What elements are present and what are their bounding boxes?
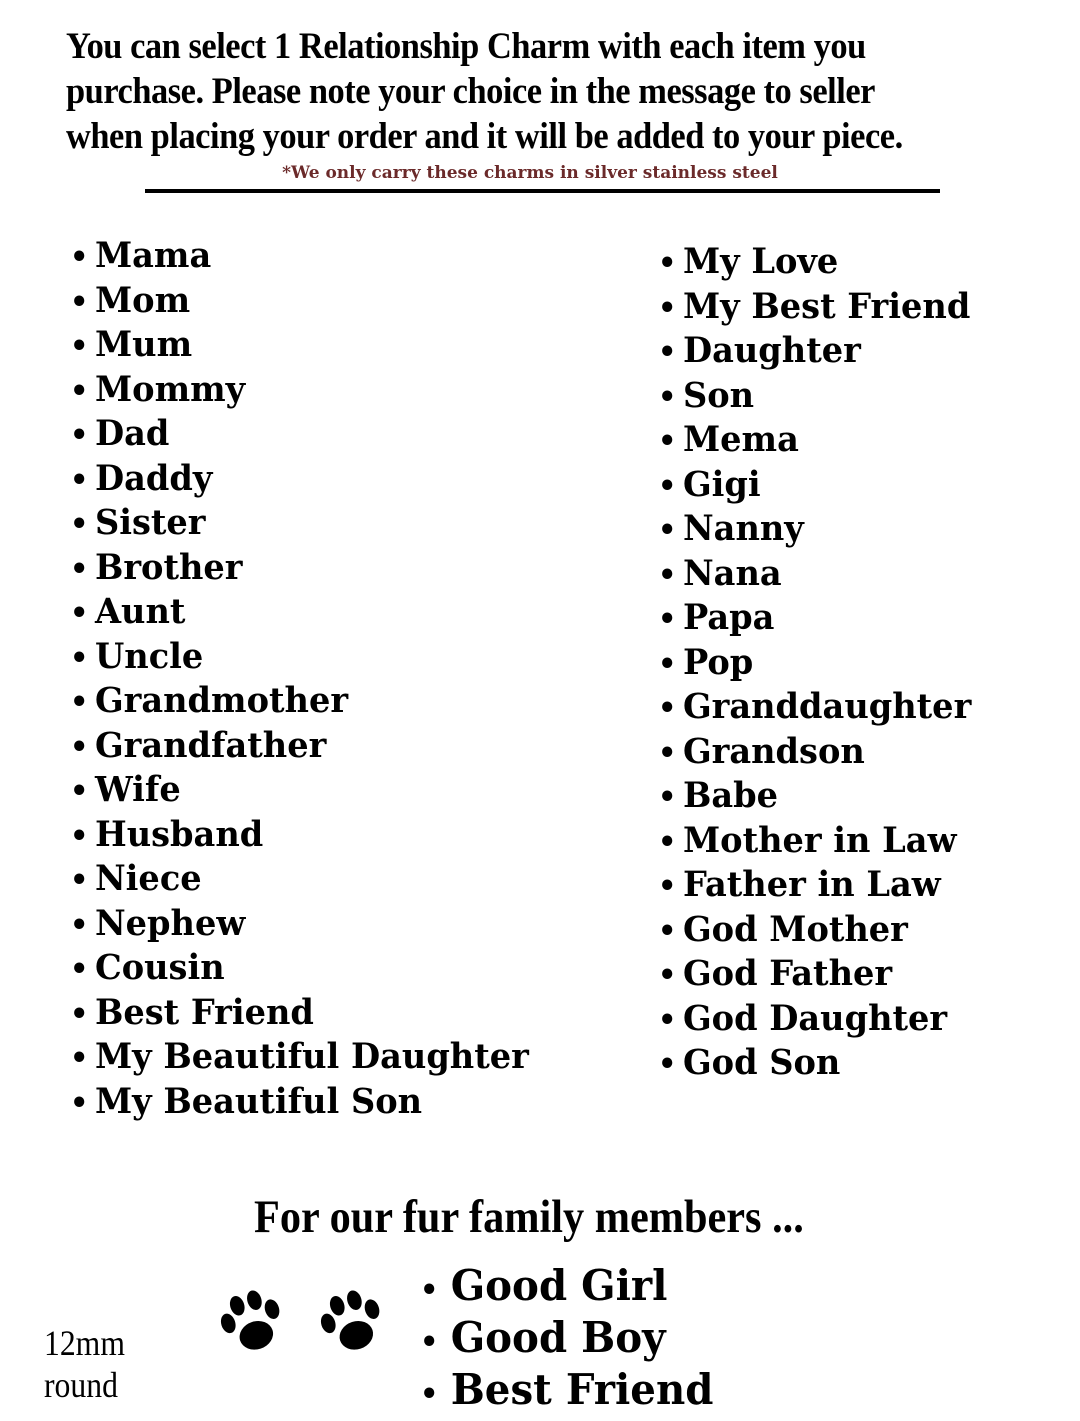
charm-label: Aunt <box>94 591 186 632</box>
charm-item <box>658 507 971 552</box>
charm-item <box>70 857 529 902</box>
bullet: • <box>658 780 677 815</box>
bullet: • <box>658 557 677 593</box>
charm-item <box>70 1035 529 1080</box>
bullet: • <box>658 290 677 326</box>
charm-item <box>658 285 971 330</box>
charm-label: God Daughter <box>682 997 948 1039</box>
bullet: • <box>658 246 677 281</box>
charm-item <box>658 863 971 908</box>
bullet: • <box>658 913 677 949</box>
bullet: • <box>658 424 677 459</box>
charm-label: Wife <box>94 769 181 810</box>
intro-line: purchase. Please note your choice in the message to seller <box>66 71 875 112</box>
charm-item <box>658 552 971 597</box>
charm-label: Daughter <box>682 330 861 371</box>
bullet: • <box>420 1273 439 1308</box>
divider <box>145 189 940 193</box>
charm-label: Mother in Law <box>682 819 957 861</box>
charm-label: My Love <box>682 241 839 282</box>
charm-label: Niece <box>94 858 202 899</box>
charm-label: Babe <box>682 775 779 816</box>
charm-item <box>658 730 971 775</box>
charm-size <box>44 1322 125 1406</box>
charm-label: My Beautiful Daughter <box>94 1036 529 1077</box>
charm-item <box>658 641 971 686</box>
material-note: *We only carry these charms in silver stainless steel <box>282 163 778 183</box>
intro-text <box>66 24 996 159</box>
intro-line: You can select 1 Relationship Charm with each item you <box>66 26 866 67</box>
bullet: • <box>70 240 89 275</box>
charm-item <box>658 908 971 953</box>
charm-label: Best Friend <box>94 991 314 1033</box>
charm-item <box>658 596 971 641</box>
charm-label: Daddy <box>94 457 213 499</box>
bullet: • <box>70 774 89 809</box>
charm-label: Cousin <box>94 947 225 988</box>
charm-label: Husband <box>94 813 264 855</box>
bullet: • <box>658 1002 677 1038</box>
charm-label: Son <box>682 374 755 416</box>
charm-item <box>70 813 529 858</box>
bullet: • <box>70 729 89 765</box>
charm-item <box>70 679 529 724</box>
charm-label: Mama <box>94 235 212 276</box>
bullet: • <box>658 335 677 370</box>
bullet: • <box>70 373 89 409</box>
charm-label: Mommy <box>94 368 246 410</box>
charm-label: Mema <box>682 419 799 460</box>
charm-label: Nephew <box>94 902 246 944</box>
charm-label: Grandfather <box>94 724 327 766</box>
bullet: • <box>70 907 89 943</box>
bullet: • <box>420 1377 439 1412</box>
charm-label: Good Boy <box>450 1313 666 1362</box>
charm-label: Gigi <box>682 463 761 505</box>
intro-line: when placing your order and it will be added to your piece. <box>66 116 903 157</box>
charm-item <box>70 590 529 635</box>
bullet: • <box>70 507 89 542</box>
charm-item <box>70 368 529 413</box>
charm-item <box>658 774 971 819</box>
bullet: • <box>658 646 677 682</box>
charm-item <box>420 1364 713 1416</box>
charm-item <box>70 546 529 591</box>
bullet: • <box>658 379 677 415</box>
bullet: • <box>70 596 89 631</box>
charm-label: God Son <box>682 1042 841 1083</box>
bullet: • <box>70 952 89 987</box>
charm-label: Best Friend <box>450 1365 714 1414</box>
bullet: • <box>658 468 677 504</box>
charm-label: Brother <box>94 546 243 588</box>
charm-label: Good Girl <box>450 1261 668 1310</box>
charm-item <box>70 1080 529 1125</box>
bullet: • <box>70 418 89 453</box>
paw-print-icon <box>212 1282 292 1362</box>
charm-item <box>658 329 971 374</box>
charm-item <box>658 952 971 997</box>
bullet: • <box>70 1085 89 1121</box>
bullet: • <box>70 551 89 587</box>
bullet: • <box>658 691 677 726</box>
charm-item <box>658 819 971 864</box>
charm-item <box>658 240 971 285</box>
bullet: • <box>420 1325 439 1360</box>
bullet: • <box>70 1041 89 1076</box>
charm-label: Sister <box>94 502 206 543</box>
bullet: • <box>658 513 677 548</box>
charm-item <box>658 463 971 508</box>
charm-label: God Father <box>682 953 893 994</box>
charm-item <box>70 991 529 1036</box>
size-value: 12mm <box>44 1323 125 1363</box>
charm-item <box>658 997 971 1042</box>
bullet: • <box>658 958 677 993</box>
bullet: • <box>70 685 89 720</box>
charm-label: Uncle <box>94 635 204 677</box>
bullet: • <box>70 640 89 676</box>
charm-item <box>70 946 529 991</box>
size-shape: round <box>44 1365 118 1405</box>
bullet: • <box>658 1047 677 1082</box>
bullet: • <box>70 863 89 898</box>
charm-item <box>658 418 971 463</box>
charm-item <box>70 501 529 546</box>
bullet: • <box>70 329 89 364</box>
charm-item <box>70 412 529 457</box>
charm-label: God Mother <box>682 908 908 950</box>
bullet: • <box>70 818 89 854</box>
paw-print-icon <box>312 1282 392 1362</box>
charm-list-left <box>70 234 548 1124</box>
charm-label: Pop <box>682 641 754 683</box>
charm-item <box>658 1041 971 1086</box>
charm-label: My Best Friend <box>682 285 971 327</box>
charm-item <box>70 635 529 680</box>
fur-charm-list <box>420 1260 726 1416</box>
charm-list-right <box>658 240 984 1086</box>
charm-label: Nana <box>682 552 782 594</box>
bullet: • <box>70 462 89 498</box>
fur-family-heading: For our fur family members ... <box>254 1191 804 1243</box>
charm-item <box>70 234 529 279</box>
charm-label: Papa <box>682 597 775 638</box>
charm-item <box>70 323 529 368</box>
charm-item <box>420 1260 713 1312</box>
bullet: • <box>658 735 677 771</box>
charm-label: Dad <box>94 413 170 454</box>
charm-label: Nanny <box>682 508 804 549</box>
charm-item <box>420 1312 713 1364</box>
charm-label: Granddaughter <box>682 686 972 727</box>
charm-item <box>70 902 529 947</box>
charm-item <box>70 768 529 813</box>
charm-item <box>70 457 529 502</box>
charm-item <box>70 724 529 769</box>
bullet: • <box>658 602 677 637</box>
charm-item <box>658 685 971 730</box>
charm-label: Mum <box>94 324 193 365</box>
charm-label: Mom <box>94 279 191 321</box>
bullet: • <box>658 824 677 860</box>
charm-item <box>70 279 529 324</box>
bullet: • <box>70 284 89 320</box>
charm-label: My Beautiful Son <box>94 1080 423 1122</box>
bullet: • <box>70 996 89 1032</box>
charm-label: Grandson <box>682 730 865 772</box>
charm-label: Grandmother <box>94 680 349 721</box>
charm-label: Father in Law <box>682 864 941 905</box>
charm-item <box>658 374 971 419</box>
bullet: • <box>658 869 677 904</box>
